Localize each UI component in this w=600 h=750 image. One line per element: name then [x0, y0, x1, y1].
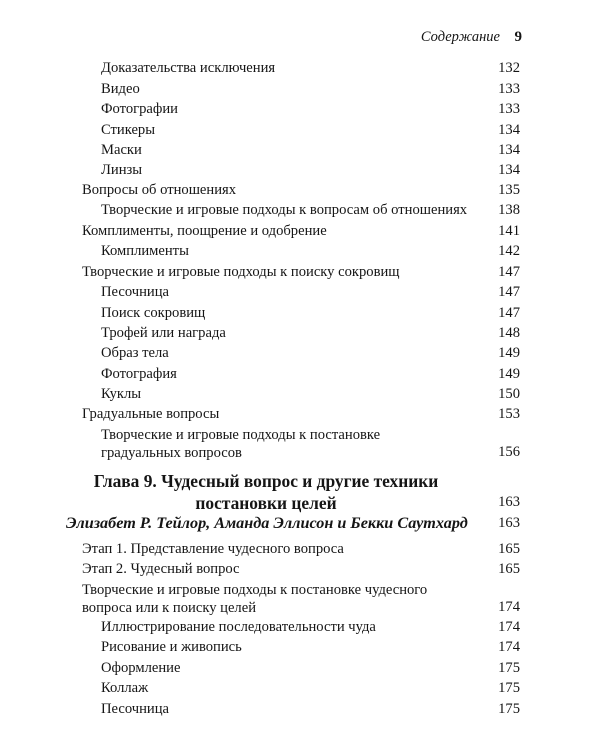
toc-entry-title: Вопросы об отношениях [82, 182, 237, 198]
toc-entry-page: 163 [498, 515, 520, 531]
toc-entry-page: 135 [498, 182, 520, 198]
toc-entry-page: 147 [498, 305, 520, 321]
toc-entry-title: Фотографии [101, 101, 178, 117]
toc-entry-page: 133 [498, 101, 520, 117]
toc-entry-title: Творческие и игровые подходы к вопросам об отношениях [101, 202, 468, 218]
toc-entry-title: Куклы [101, 386, 142, 402]
toc-entry-title-line2: градуальных вопросов [101, 445, 242, 461]
toc-entry-page: 150 [498, 386, 520, 402]
toc-entry-page: 138 [498, 202, 520, 218]
toc-entry-page: 141 [498, 223, 520, 239]
toc-entry-page: 156 [498, 444, 520, 460]
chapter-heading-line1: Глава 9. Чудесный вопрос и другие техники [93, 471, 439, 491]
toc-entry-page: 153 [498, 406, 520, 422]
toc-entry-page: 149 [498, 366, 520, 382]
chapter-page: 163 [498, 494, 520, 510]
toc-entry-title: Образ тела [101, 345, 169, 361]
toc-entry-title: Комплименты, поощрение и одобрение [82, 223, 327, 239]
toc-entry-title-line2: вопроса или к поиску целей [82, 600, 257, 616]
toc-entry-title: Рисование и живопись [101, 639, 242, 655]
toc-entry-page: 149 [498, 345, 520, 361]
toc-entry-title: Фотография [101, 366, 177, 382]
toc-entry-title: Песочница [101, 701, 170, 717]
running-head-title: Содержание [420, 29, 500, 45]
toc-entry-page: 174 [498, 599, 520, 615]
toc-entry-page: 134 [498, 162, 520, 178]
toc-entry-page: 148 [498, 325, 520, 341]
toc-entry-page: 165 [498, 541, 520, 557]
chapter-authors: Элизабет Р. Тейлор, Аманда Эллисон и Бекки Саутхард [66, 514, 468, 532]
toc-entry-page: 175 [498, 701, 520, 717]
toc-entry-title: Градуальные вопросы [82, 406, 220, 422]
chapter-heading [66, 470, 466, 514]
toc-entry-title: Маски [101, 142, 142, 158]
toc-entry-title: Иллюстрирование последовательности чуда [101, 619, 376, 635]
toc-entry-page: 174 [498, 619, 520, 635]
toc-entry-title-line1: Творческие и игровые подходы к постановке [101, 427, 381, 443]
toc-entry-page: 142 [498, 243, 520, 259]
toc-entry-title: Трофей или награда [101, 325, 226, 341]
toc-entry-page: 165 [498, 561, 520, 577]
toc-entry-page: 174 [498, 639, 520, 655]
toc-entry-page: 147 [498, 264, 520, 280]
toc-entry-title: Поиск сокровищ [101, 305, 206, 321]
toc-entry-title: Доказательства исключения [101, 60, 276, 76]
toc-entry-page: 133 [498, 81, 520, 97]
toc-entry-title: Видео [101, 81, 140, 97]
toc-entry-title: Линзы [101, 162, 143, 178]
toc-entry-title: Комплименты [101, 243, 189, 259]
toc-entry-title-line1: Творческие и игровые подходы к постановке чудесного [82, 582, 428, 598]
toc-entry-title: Коллаж [101, 680, 149, 696]
toc-entry-page: 132 [498, 60, 520, 76]
page-number: 9 [514, 29, 522, 45]
toc-entry-title: Оформление [101, 660, 181, 676]
toc-entry-title: Творческие и игровые подходы к поиску сокровищ [82, 264, 400, 280]
toc-entry-title: Песочница [101, 284, 170, 300]
toc-entry-title: Этап 2. Чудесный вопрос [82, 561, 240, 577]
toc-entry-title: Этап 1. Представление чудесного вопроса [82, 541, 344, 557]
toc-entry-page: 134 [498, 122, 520, 138]
chapter-heading-line2: постановки целей [195, 493, 337, 513]
toc-entry-title: Стикеры [101, 122, 156, 138]
toc-entry-page: 175 [498, 680, 520, 696]
toc-entry-page: 134 [498, 142, 520, 158]
toc-entry-page: 147 [498, 284, 520, 300]
toc-entry-page: 175 [498, 660, 520, 676]
